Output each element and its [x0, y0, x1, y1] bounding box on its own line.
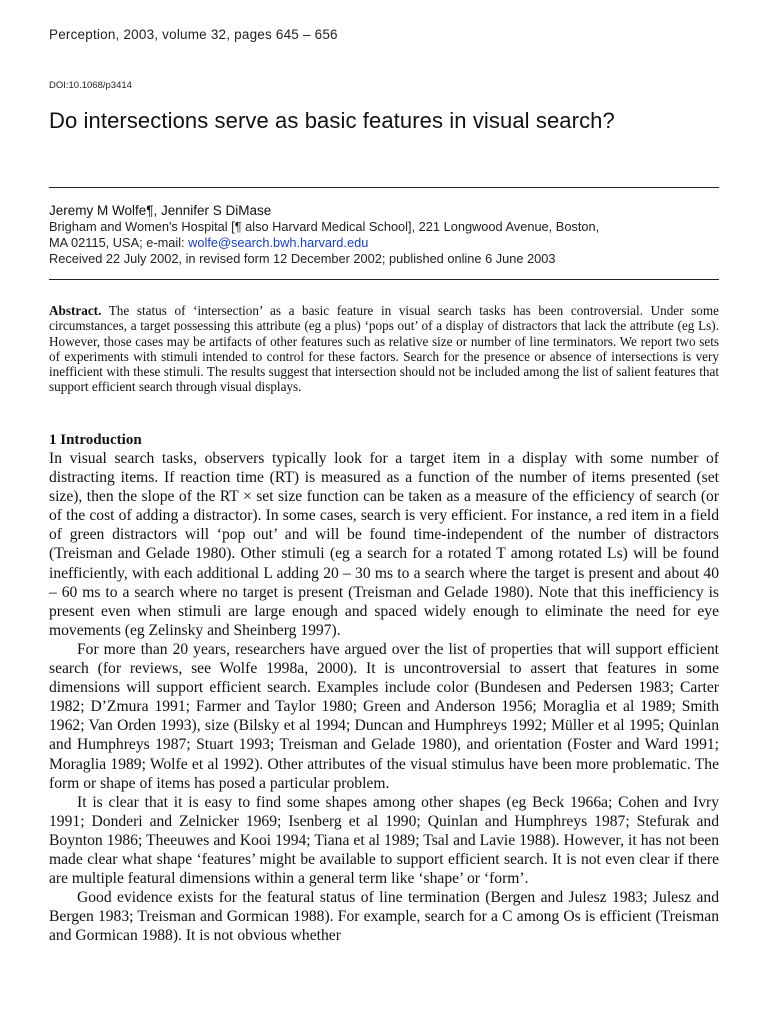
paragraph: In visual search tasks, observers typically look for a target item in a display with some number of distracting items. If reaction time (RT) is measured as a function of the number of items presented (set size), then the slope of the RT × set size function can be taken as a measure of the efficiency of search (or of the cost of adding a distractor). In some cases, search is very efficient. For instance, a red item in a field of green distractors will ‘pop out’ and will be found time-independent of the number of distractors (Treisman and Gelade 1980). Other stimuli (eg a search for a rotated T among rotated Ls) will be found inefficiently, with each additional L adding 20 – 30 ms to a search where the target is present and about 40 – 60 ms to a search where no target is present (Treisman and Gelade 1980). Note that this inefficiency is present even when stimuli are large enough and spaced widely enough to eliminate the need for eye movements (eg Zelinsky and Sheinberg 1997). [49, 450, 719, 639]
paragraph: It is clear that it is easy to find some shapes among other shapes (eg Beck 1966a; Cohen and Ivry 1991; Donderi and Zelnicker 1969; Isenberg et al 1990; Quinlan and Humphreys 1987; Stefurak and Boynton 1986; Theeuwes and Kooi 1994; Tiana et al 1989; Tsal and Lavie 1988). However, it has not been made clear what shape ‘features’ might be available to support efficient search. It is not even clear if there are multiple featural dimensions within a general term like ‘shape’ or ‘form’. [49, 793, 719, 888]
body-text [49, 449, 719, 945]
doi-label: DOI:10.1068/p3414 [49, 80, 132, 91]
journal-citation: Perception, 2003, volume 32, pages 645 – 656 [49, 27, 338, 42]
affiliation-line: Brigham and Women's Hospital [¶ also Harvard Medical School], 221 Longwood Avenue, Boston, [49, 219, 600, 234]
contact-line [49, 235, 729, 251]
paragraph: Good evidence exists for the featural status of line termination (Bergen and Julesz 1983; Julesz and Bergen 1983; Treisman and Gormican 1988). For example, search for a C among Os is efficient (Treisman and Gormican 1988). It is not obvious whether [49, 889, 719, 945]
abstract-text: The status of ‘intersection’ as a basic feature in visual search tasks has been controversial. Under some circumstances, a target possessing this attribute (eg a plus) ‘pops out’ of a display of distractors that lack the attribute (eg Ls). However, those cases may be artifacts of other features such as relative size or number of line terminators. We report two sets of experiments with stimuli intended to control for these factors. Search for the presence or absence of intersections is very inefficient with these stimuli. The results suggest that intersection should not be included among the list of salient features that support efficient search through visual displays. [49, 303, 719, 395]
paragraph: For more than 20 years, researchers have argued over the list of properties that will support efficient search (for reviews, see Wolfe 1998a, 2000). It is uncontroversial to assert that features in some dimensions will support efficient search. Examples include color (Bundesen and Pedersen 1983; Carter 1982; D’Zmura 1991; Farmer and Taylor 1980; Green and Anderson 1956; Moraglia et al 1989; Smith 1962; Van Orden 1993), size (Bilsky et al 1994; Duncan and Humphreys 1992; Müller et al 1995; Quinlan and Humphreys 1987; Stuart 1993; Treisman and Gelade 1980), and orientation (Foster and Ward 1991; Moraglia 1989; Wolfe et al 1992). Other attributes of the visual stimulus have been more problematic. The form or shape of items has posed a particular problem. [49, 640, 719, 792]
abstract [49, 303, 719, 395]
author-list: Jeremy M Wolfe¶, Jennifer S DiMase [49, 203, 272, 218]
contact-prefix: MA 02115, USA; e-mail: [49, 235, 189, 250]
section-heading: 1 Introduction [49, 432, 142, 448]
abstract-label: Abstract. [49, 303, 102, 318]
title-divider [49, 187, 719, 188]
affiliation-block [49, 219, 729, 267]
received-dates: Received 22 July 2002, in revised form 12 December 2002; published online 6 June 2003 [49, 251, 556, 266]
header-divider [49, 279, 719, 280]
paper-title: Do intersections serve as basic features in visual search? [49, 108, 615, 133]
email-link[interactable]: wolfe@search.bwh.harvard.edu [188, 235, 369, 250]
